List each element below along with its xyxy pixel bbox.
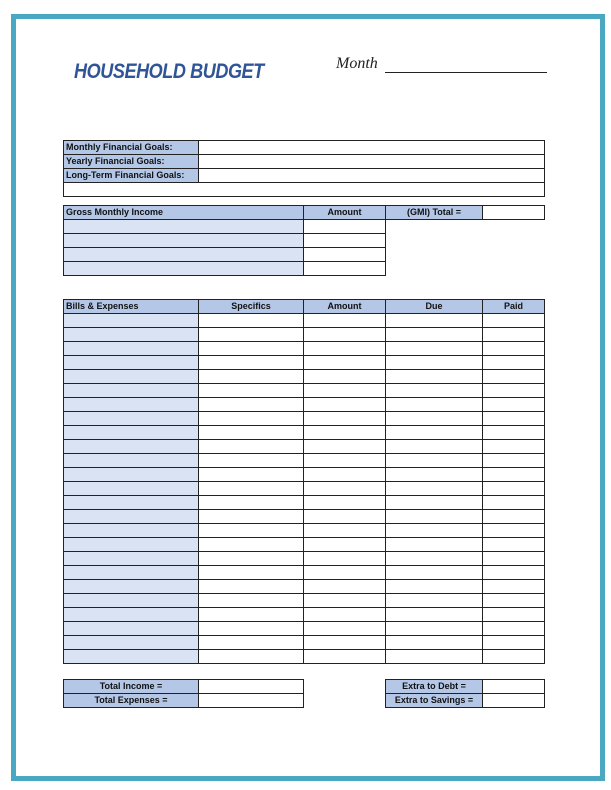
bill-amount-field[interactable]	[304, 580, 386, 594]
income-source-field[interactable]	[64, 220, 304, 234]
bill-name-field[interactable]	[64, 482, 199, 496]
bill-paid-field[interactable]	[483, 510, 545, 524]
bill-paid-field[interactable]	[483, 412, 545, 426]
bills-table	[63, 299, 545, 664]
bill-name-field[interactable]	[64, 636, 199, 650]
bill-name-field[interactable]	[64, 328, 199, 342]
bill-specifics-field[interactable]	[199, 482, 304, 496]
bill-due-field[interactable]	[386, 412, 483, 426]
bill-amount-field[interactable]	[304, 510, 386, 524]
bill-amount-field[interactable]	[304, 468, 386, 482]
bill-amount-field[interactable]	[304, 440, 386, 454]
bill-name-field[interactable]	[64, 398, 199, 412]
bill-due-field[interactable]	[386, 454, 483, 468]
paid-header: Paid	[483, 300, 545, 314]
total-income-field[interactable]	[199, 680, 304, 694]
bill-amount-field[interactable]	[304, 370, 386, 384]
bill-due-field[interactable]	[386, 510, 483, 524]
bill-specifics-field[interactable]	[199, 398, 304, 412]
total-expenses-field[interactable]	[199, 694, 304, 708]
month-field[interactable]	[385, 72, 547, 73]
bill-amount-field[interactable]	[304, 412, 386, 426]
bill-row	[64, 370, 545, 384]
extra-to-debt-field[interactable]	[483, 680, 545, 694]
gmi-total-label: (GMI) Total =	[386, 206, 483, 220]
bill-row	[64, 594, 545, 608]
bill-amount-field[interactable]	[304, 342, 386, 356]
specifics-header: Specifics	[199, 300, 304, 314]
bill-due-field[interactable]	[386, 356, 483, 370]
income-spacer	[386, 234, 545, 248]
total-expenses-label: Total Expenses =	[64, 694, 199, 708]
bill-name-field[interactable]	[64, 608, 199, 622]
bill-name-field[interactable]	[64, 524, 199, 538]
bill-amount-field[interactable]	[304, 594, 386, 608]
bill-due-field[interactable]	[386, 636, 483, 650]
bill-name-field[interactable]	[64, 538, 199, 552]
income-amount-field[interactable]	[304, 234, 386, 248]
income-source-field[interactable]	[64, 248, 304, 262]
goal-label-long-term: Long-Term Financial Goals:	[64, 169, 199, 183]
bill-paid-field[interactable]	[483, 636, 545, 650]
bill-specifics-field[interactable]	[199, 636, 304, 650]
bill-name-field[interactable]	[64, 580, 199, 594]
bill-row	[64, 636, 545, 650]
extra-to-savings-field[interactable]	[483, 694, 545, 708]
bill-due-field[interactable]	[386, 468, 483, 482]
bill-amount-field[interactable]	[304, 384, 386, 398]
goal-label-yearly: Yearly Financial Goals:	[64, 155, 199, 169]
income-amount-field[interactable]	[304, 262, 386, 276]
bill-amount-field[interactable]	[304, 328, 386, 342]
amount-header: Amount	[304, 300, 386, 314]
bill-due-field[interactable]	[386, 342, 483, 356]
bill-specifics-field[interactable]	[199, 580, 304, 594]
bill-paid-field[interactable]	[483, 482, 545, 496]
bill-amount-field[interactable]	[304, 356, 386, 370]
bill-name-field[interactable]	[64, 566, 199, 580]
income-row	[64, 234, 545, 248]
bill-paid-field[interactable]	[483, 524, 545, 538]
bill-row	[64, 538, 545, 552]
bill-amount-field[interactable]	[304, 496, 386, 510]
bill-name-field[interactable]	[64, 384, 199, 398]
goal-row	[64, 169, 545, 183]
bill-specifics-field[interactable]	[199, 524, 304, 538]
bill-due-field[interactable]	[386, 328, 483, 342]
bill-amount-field[interactable]	[304, 454, 386, 468]
bill-specifics-field[interactable]	[199, 370, 304, 384]
income-table	[63, 205, 545, 276]
bill-due-field[interactable]	[386, 538, 483, 552]
bill-amount-field[interactable]	[304, 552, 386, 566]
goal-row	[64, 141, 545, 155]
bill-specifics-field[interactable]	[199, 468, 304, 482]
income-header-row	[64, 206, 545, 220]
bill-row	[64, 510, 545, 524]
income-amount-header: Amount	[304, 206, 386, 220]
bill-amount-field[interactable]	[304, 636, 386, 650]
extra-to-savings-label: Extra to Savings =	[386, 694, 483, 708]
bill-name-field[interactable]	[64, 412, 199, 426]
bill-due-field[interactable]	[386, 370, 483, 384]
bill-paid-field[interactable]	[483, 314, 545, 328]
bill-specifics-field[interactable]	[199, 566, 304, 580]
goals-table	[63, 140, 545, 197]
bill-specifics-field[interactable]	[199, 622, 304, 636]
bill-paid-field[interactable]	[483, 650, 545, 664]
bill-amount-field[interactable]	[304, 482, 386, 496]
total-income-label: Total Income =	[64, 680, 199, 694]
bill-paid-field[interactable]	[483, 426, 545, 440]
month-label: Month	[336, 55, 378, 72]
bill-due-field[interactable]	[386, 426, 483, 440]
bill-paid-field[interactable]	[483, 468, 545, 482]
income-amount-field[interactable]	[304, 248, 386, 262]
bill-paid-field[interactable]	[483, 594, 545, 608]
bill-paid-field[interactable]	[483, 356, 545, 370]
bill-name-field[interactable]	[64, 454, 199, 468]
bill-specifics-field[interactable]	[199, 510, 304, 524]
total-income-row	[64, 680, 304, 694]
bill-due-field[interactable]	[386, 622, 483, 636]
due-header: Due	[386, 300, 483, 314]
income-amount-field[interactable]	[304, 220, 386, 234]
bill-name-field[interactable]	[64, 356, 199, 370]
bill-paid-field[interactable]	[483, 566, 545, 580]
goal-field-monthly[interactable]	[199, 141, 545, 155]
income-row	[64, 262, 545, 276]
bill-specifics-field[interactable]	[199, 314, 304, 328]
bill-specifics-field[interactable]	[199, 594, 304, 608]
bill-name-field[interactable]	[64, 426, 199, 440]
bill-name-field[interactable]	[64, 552, 199, 566]
bills-header: Bills & Expenses	[64, 300, 199, 314]
bill-row	[64, 454, 545, 468]
bill-specifics-field[interactable]	[199, 440, 304, 454]
bill-amount-field[interactable]	[304, 650, 386, 664]
bill-row	[64, 384, 545, 398]
bill-due-field[interactable]	[386, 594, 483, 608]
bill-specifics-field[interactable]	[199, 650, 304, 664]
bill-row	[64, 412, 545, 426]
bill-paid-field[interactable]	[483, 496, 545, 510]
bill-row	[64, 552, 545, 566]
bill-row	[64, 398, 545, 412]
bill-paid-field[interactable]	[483, 440, 545, 454]
bill-name-field[interactable]	[64, 370, 199, 384]
bill-name-field[interactable]	[64, 510, 199, 524]
bill-due-field[interactable]	[386, 440, 483, 454]
bill-paid-field[interactable]	[483, 398, 545, 412]
income-spacer	[386, 262, 545, 276]
income-row	[64, 248, 545, 262]
income-source-field[interactable]	[64, 234, 304, 248]
bill-row	[64, 356, 545, 370]
bill-due-field[interactable]	[386, 524, 483, 538]
income-spacer	[386, 220, 545, 234]
bill-amount-field[interactable]	[304, 426, 386, 440]
goal-row	[64, 155, 545, 169]
bill-paid-field[interactable]	[483, 622, 545, 636]
bill-row	[64, 622, 545, 636]
goal-row	[64, 183, 545, 197]
bill-specifics-field[interactable]	[199, 342, 304, 356]
extra-to-debt-label: Extra to Debt =	[386, 680, 483, 694]
bill-specifics-field[interactable]	[199, 328, 304, 342]
bill-specifics-field[interactable]	[199, 384, 304, 398]
bill-specifics-field[interactable]	[199, 608, 304, 622]
bill-row	[64, 440, 545, 454]
bill-name-field[interactable]	[64, 594, 199, 608]
bill-name-field[interactable]	[64, 650, 199, 664]
bill-specifics-field[interactable]	[199, 538, 304, 552]
bill-row	[64, 524, 545, 538]
bill-row	[64, 566, 545, 580]
goal-label-monthly: Monthly Financial Goals:	[64, 141, 199, 155]
goal-field-long-term[interactable]	[199, 169, 545, 183]
bill-row	[64, 314, 545, 328]
bill-name-field[interactable]	[64, 468, 199, 482]
bill-row	[64, 482, 545, 496]
bill-name-field[interactable]	[64, 314, 199, 328]
bill-row	[64, 608, 545, 622]
bill-due-field[interactable]	[386, 580, 483, 594]
bill-due-field[interactable]	[386, 650, 483, 664]
bill-due-field[interactable]	[386, 384, 483, 398]
bill-due-field[interactable]	[386, 566, 483, 580]
bill-due-field[interactable]	[386, 608, 483, 622]
extra-debt-row	[386, 680, 545, 694]
total-expenses-row	[64, 694, 304, 708]
bill-specifics-field[interactable]	[199, 496, 304, 510]
bill-specifics-field[interactable]	[199, 426, 304, 440]
bill-due-field[interactable]	[386, 552, 483, 566]
bill-row	[64, 342, 545, 356]
bill-due-field[interactable]	[386, 314, 483, 328]
bill-amount-field[interactable]	[304, 566, 386, 580]
bill-due-field[interactable]	[386, 398, 483, 412]
bill-paid-field[interactable]	[483, 328, 545, 342]
bill-name-field[interactable]	[64, 496, 199, 510]
bill-paid-field[interactable]	[483, 580, 545, 594]
bill-due-field[interactable]	[386, 496, 483, 510]
income-source-field[interactable]	[64, 262, 304, 276]
bill-amount-field[interactable]	[304, 314, 386, 328]
bill-amount-field[interactable]	[304, 608, 386, 622]
bill-amount-field[interactable]	[304, 622, 386, 636]
goal-extra-field[interactable]	[64, 183, 545, 197]
totals-left-table	[63, 679, 304, 708]
bill-amount-field[interactable]	[304, 538, 386, 552]
income-row	[64, 220, 545, 234]
bill-row	[64, 650, 545, 664]
bill-name-field[interactable]	[64, 622, 199, 636]
bill-paid-field[interactable]	[483, 370, 545, 384]
bill-row	[64, 496, 545, 510]
bill-amount-field[interactable]	[304, 524, 386, 538]
bill-paid-field[interactable]	[483, 552, 545, 566]
bill-paid-field[interactable]	[483, 342, 545, 356]
bill-name-field[interactable]	[64, 342, 199, 356]
bill-paid-field[interactable]	[483, 384, 545, 398]
gmi-total-field[interactable]	[483, 206, 545, 220]
bill-paid-field[interactable]	[483, 454, 545, 468]
bills-header-row	[64, 300, 545, 314]
income-header: Gross Monthly Income	[64, 206, 304, 220]
bill-row	[64, 426, 545, 440]
extra-savings-row	[386, 694, 545, 708]
bill-name-field[interactable]	[64, 440, 199, 454]
bill-amount-field[interactable]	[304, 398, 386, 412]
bill-row	[64, 580, 545, 594]
totals-right-table	[385, 679, 545, 708]
bill-row	[64, 468, 545, 482]
bill-paid-field[interactable]	[483, 608, 545, 622]
bill-due-field[interactable]	[386, 482, 483, 496]
bill-row	[64, 328, 545, 342]
bill-specifics-field[interactable]	[199, 454, 304, 468]
bill-specifics-field[interactable]	[199, 552, 304, 566]
bill-specifics-field[interactable]	[199, 412, 304, 426]
bill-specifics-field[interactable]	[199, 356, 304, 370]
goal-field-yearly[interactable]	[199, 155, 545, 169]
income-spacer	[386, 248, 545, 262]
page-title: HOUSEHOLD BUDGET	[74, 60, 264, 83]
bill-paid-field[interactable]	[483, 538, 545, 552]
